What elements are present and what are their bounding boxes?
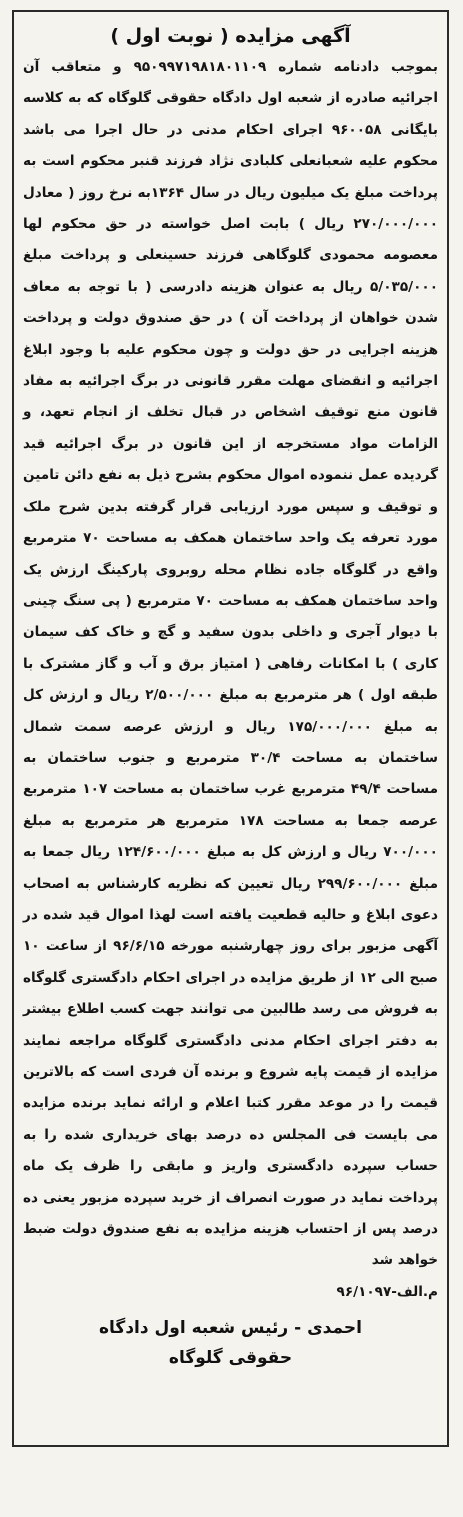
- signature-line-1: احمدی - رئیس شعبه اول دادگاه: [99, 1317, 362, 1338]
- notice-body: بموجب دادنامه شماره ۹۵۰۹۹۷۱۹۸۱۸۰۱۱۰۹ و متعاقب آن اجرائیه صادره از شعبه اول دادگاه حقوقی گلوگاه که به کلاسه بایگانی ۹۶۰۰۵۸ اجرای احکام مدنی در حال اجرا می باشد محکوم علیه شعبانعلی کلبادی نژاد فرزند قنبر محکوم است به پرداخت مبلغ یک میلیون ریال در سال ۱۳۶۴به نرخ روز ( معادل ۲۷۰/۰۰۰/۰۰۰ ریال ) بابت اصل خواسته در حق محکوم لها معصومه محمودی گلوگاهی فرزند حسینعلی و پرداخت مبلغ ۵/۰۳۵/۰۰۰ ریال به عنوان هزینه دادرسی ( با توجه به معاف شدن خواهان از پرداخت آن ) در حق صندوق دولت و پرداخت هزینه اجرایی در حق دولت و چون محکوم علیه با وجود ابلاغ اجرائیه و انقضای مهلت مقرر قانونی در برگ اجرائیه به مفاد قانون منع توقیف اشخاص در قبال تخلف از انجام تعهد، و الزامات مواد مستخرجه از این قانون در برگ اجرائیه قید گردیده عمل ننموده اموال محکوم بشرح ذیل به نفع دائن تامین و توقیف و سپس مورد ارزیابی قرار گرفته بدین شرح ملک مورد تعرفه یک واحد ساختمان همکف به مساحت ۷۰ مترمربع واقع در گلوگاه جاده نظام محله روبروی پارکینگ ارزش یک واحد ساختمان همکف به مساحت ۷۰ مترمربع ( پی سنگ چینی با دیوار آجری و داخلی بدون سفید و گچ و خاک کف سیمان کاری ) با امکانات رفاهی ( امتیاز برق و آب و گاز مشترک با طبقه اول ) هر مترمربع به مبلغ ۲/۵۰۰/۰۰۰ ریال و ارزش کل به مبلغ ۱۷۵/۰۰۰/۰۰۰ ریال و ارزش عرصه سمت شمال ساختمان به مساحت ۳۰/۴ مترمربع و جنوب ساختمان به مساحت ۴۹/۴ مترمربع غرب ساختمان به مساحت ۱۰۷ مترمربع عرصه جمعا به مساحت ۱۷۸ مترمربع هر مترمربع به مبلغ ۷۰۰/۰۰۰ ریال و ارزش کل به مبلغ ۱۲۴/۶۰۰/۰۰۰ ریال جمعا به مبلغ ۲۹۹/۶۰۰/۰۰۰ ریال تعیین که نظریه کارشناس به اصحاب دعوی ابلاغ و حالیه قطعیت یافته است لهذا اموال قید شده در آگهی مزبور برای روز چهارشنبه مورخه ۹۶/۶/۱۵ از ساعت ۱۰ صبح الی ۱۲ از طریق مزایده در اجرای احکام دادگستری گلوگاه به فروش می رسد طالبین می توانند جهت کسب اطلاع بیشتر به دفتر اجرای احکام مدنی دادگستری گلوگاه مراجعه نمایند مزایده از قیمت پایه شروع و برنده آن فردی است که بالاترین قیمت را در موعد مقرر کتبا اعلام و ارائه نماید برنده مزایده می بایست فی المجلس ده درصد بهای خریداری شده را به حساب سپرده دادگستری واریز و مابقی را ظرف یک ماه پرداخت نماید در صورت انصراف از خرید سپرده مزبور یعنی ده درصد پس از احتساب هزینه مزایده به نفع صندوق دولت ضبط خواهد شد: [23, 59, 438, 1269]
- notice-reference: م.الف-۹۶/۱۰۹۷: [336, 1283, 438, 1300]
- notice-title: آگهی مزایده ( نوبت اول ): [110, 25, 351, 47]
- notice-frame: [12, 10, 449, 1447]
- signature-line-2: حقوقی گلوگاه: [168, 1347, 293, 1368]
